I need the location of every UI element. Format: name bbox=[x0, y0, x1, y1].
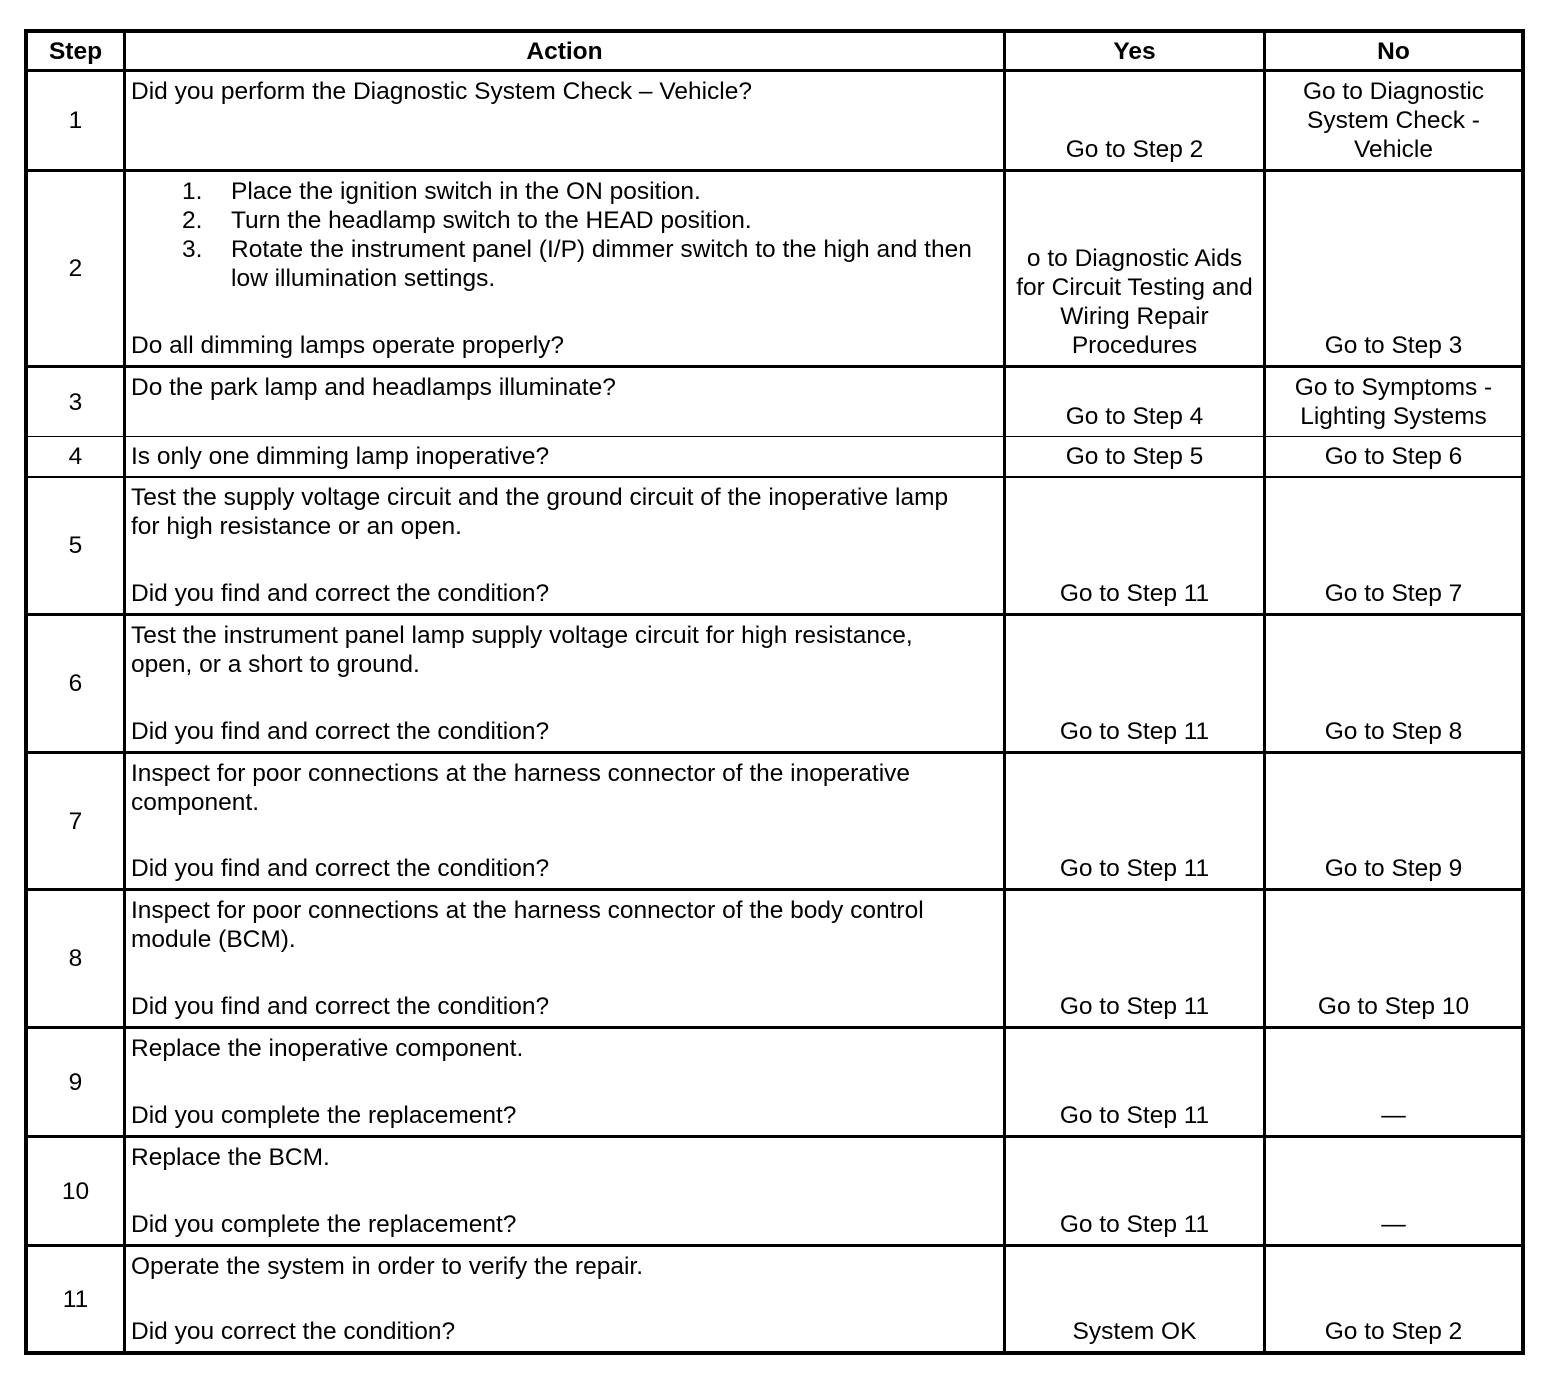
step-cell bbox=[28, 437, 123, 476]
no-cell bbox=[1266, 1247, 1521, 1351]
yes-result-line: Go to Step 2 bbox=[1065, 136, 1204, 163]
yes-result-line: Go to Step 11 bbox=[1059, 580, 1210, 607]
table-row-step-2 bbox=[28, 172, 1521, 365]
list-item-text bbox=[231, 177, 998, 206]
action-text-line: component. bbox=[131, 789, 260, 816]
list-item-number: 3. bbox=[182, 236, 203, 263]
step-cell bbox=[28, 1029, 123, 1135]
yes-cell bbox=[1006, 368, 1263, 436]
list-item-text bbox=[231, 206, 998, 235]
action-question: Do all dimming lamps operate properly? bbox=[131, 332, 565, 359]
action-text-line: Test the instrument panel lamp supply voltage circuit for high resistance, bbox=[131, 622, 913, 649]
step-number: 5 bbox=[68, 532, 83, 559]
yes-cell bbox=[1006, 1029, 1263, 1135]
action-cell bbox=[126, 72, 1003, 169]
step-cell bbox=[28, 478, 123, 613]
procedure-list bbox=[131, 177, 998, 293]
step-cell bbox=[28, 1138, 123, 1244]
no-result-line: Go to Step 7 bbox=[1324, 580, 1463, 607]
no-result-line: System Check - bbox=[1307, 107, 1480, 134]
list-item-text bbox=[231, 235, 998, 293]
step-cell bbox=[28, 72, 123, 169]
table-row-step-6 bbox=[28, 616, 1521, 751]
list-item-text-line: low illumination settings. bbox=[231, 265, 496, 292]
action-cell bbox=[126, 172, 1003, 365]
action-question: Did you correct the condition? bbox=[131, 1318, 456, 1345]
action-text bbox=[131, 1034, 998, 1063]
yes-cell bbox=[1006, 754, 1263, 888]
list-item bbox=[131, 235, 998, 293]
action-text bbox=[131, 759, 998, 817]
step-cell bbox=[28, 891, 123, 1026]
no-result-line: Go to Step 6 bbox=[1324, 443, 1463, 470]
no-cell bbox=[1266, 1138, 1521, 1244]
step-number: 2 bbox=[68, 255, 83, 282]
list-item-text-line: Place the ignition switch in the ON position. bbox=[231, 178, 701, 205]
step-number: 3 bbox=[68, 388, 83, 416]
step-cell bbox=[28, 616, 123, 751]
no-result-line: Go to Step 3 bbox=[1324, 332, 1463, 359]
action-text-line: for high resistance or an open. bbox=[131, 513, 462, 540]
no-cell bbox=[1266, 1029, 1521, 1135]
action-text-line: Did you perform the Diagnostic System Check – Vehicle? bbox=[131, 78, 752, 105]
yes-result-line: Go to Step 11 bbox=[1059, 1102, 1210, 1129]
action-question: Did you complete the replacement? bbox=[131, 1102, 517, 1129]
header-yes bbox=[1006, 33, 1263, 69]
action-cell bbox=[126, 891, 1003, 1026]
action-question: Did you complete the replacement? bbox=[131, 1211, 517, 1238]
step-cell bbox=[28, 368, 123, 436]
yes-result-line: for Circuit Testing and bbox=[1016, 274, 1253, 301]
header-action-label: Action bbox=[526, 37, 603, 65]
yes-cell bbox=[1006, 437, 1263, 476]
action-text bbox=[131, 1143, 998, 1172]
action-question: Did you find and correct the condition? bbox=[131, 718, 550, 745]
header-yes-label: Yes bbox=[1113, 37, 1156, 65]
step-number: 6 bbox=[68, 670, 83, 697]
table-row-step-11 bbox=[28, 1247, 1521, 1351]
yes-cell bbox=[1006, 1247, 1263, 1351]
step-number: 9 bbox=[68, 1068, 83, 1096]
yes-result-line: Go to Step 11 bbox=[1059, 993, 1210, 1020]
action-text bbox=[131, 896, 998, 954]
action-text bbox=[131, 621, 998, 679]
no-result-line: Go to Step 8 bbox=[1324, 718, 1463, 745]
no-cell bbox=[1266, 754, 1521, 888]
action-question: Did you find and correct the condition? bbox=[131, 855, 550, 882]
step-number: 11 bbox=[62, 1285, 89, 1313]
yes-result-line: o to Diagnostic Aids bbox=[1026, 245, 1243, 272]
no-cell bbox=[1266, 437, 1521, 476]
action-text-line: Operate the system in order to verify the repair. bbox=[131, 1253, 644, 1280]
yes-result-line: Wiring Repair bbox=[1060, 303, 1209, 330]
step-number: 7 bbox=[68, 807, 83, 835]
table-row-step-10 bbox=[28, 1138, 1521, 1244]
yes-result-line: Procedures bbox=[1071, 332, 1198, 359]
no-cell bbox=[1266, 891, 1521, 1026]
table-row-step-5 bbox=[28, 478, 1521, 613]
action-cell bbox=[126, 437, 1003, 476]
header-no bbox=[1266, 33, 1521, 69]
action-text-line: Replace the BCM. bbox=[131, 1144, 330, 1171]
table-row-step-9 bbox=[28, 1029, 1521, 1135]
action-text bbox=[131, 1252, 998, 1281]
no-result-line: Go to Symptoms - bbox=[1294, 374, 1493, 401]
table-row-step-3 bbox=[28, 368, 1521, 434]
action-question: Did you find and correct the condition? bbox=[131, 993, 550, 1020]
action-cell bbox=[126, 368, 1003, 436]
yes-result-line: Go to Step 4 bbox=[1065, 403, 1204, 430]
action-text bbox=[131, 77, 998, 106]
action-question: Did you find and correct the condition? bbox=[131, 580, 550, 607]
yes-cell bbox=[1006, 478, 1263, 613]
list-item-number: 1. bbox=[182, 178, 203, 205]
action-cell bbox=[126, 1029, 1003, 1135]
action-text-line: open, or a short to ground. bbox=[131, 651, 420, 678]
step-cell bbox=[28, 1247, 123, 1351]
no-result-line: Go to Step 9 bbox=[1324, 855, 1463, 882]
no-result-line: Vehicle bbox=[1353, 136, 1433, 163]
table-row-step-8 bbox=[28, 891, 1521, 1026]
action-cell bbox=[126, 1138, 1003, 1244]
action-text-line: Do the park lamp and headlamps illuminate? bbox=[131, 374, 616, 401]
no-cell bbox=[1266, 478, 1521, 613]
header-step-label: Step bbox=[48, 37, 103, 65]
table-row-step-4 bbox=[28, 437, 1521, 475]
action-text-line: Replace the inoperative component. bbox=[131, 1035, 524, 1062]
header-action bbox=[126, 33, 1003, 69]
step-number: 8 bbox=[68, 945, 83, 972]
list-item-text-line: Turn the headlamp switch to the HEAD position. bbox=[231, 207, 752, 234]
yes-cell bbox=[1006, 891, 1263, 1026]
no-cell bbox=[1266, 72, 1521, 169]
diagnostic-table bbox=[24, 29, 1525, 1355]
no-result-line: Go to Step 10 bbox=[1317, 993, 1470, 1020]
yes-result-line: Go to Step 11 bbox=[1059, 855, 1210, 882]
no-result-line: Go to Step 2 bbox=[1324, 1318, 1463, 1345]
action-cell bbox=[126, 478, 1003, 613]
step-number: 10 bbox=[61, 1177, 90, 1205]
action-text bbox=[131, 373, 998, 402]
list-item-number: 2. bbox=[182, 207, 203, 234]
header-no-label: No bbox=[1377, 37, 1410, 65]
step-number: 1 bbox=[68, 107, 83, 134]
table-row-step-7 bbox=[28, 754, 1521, 888]
list-item bbox=[131, 177, 998, 206]
step-cell bbox=[28, 172, 123, 365]
list-item-text-line: Rotate the instrument panel (I/P) dimmer switch to the high and then bbox=[231, 236, 972, 263]
action-text-line: Inspect for poor connections at the harness connector of the body control bbox=[131, 897, 924, 924]
no-result-line: — bbox=[1381, 1211, 1406, 1238]
action-text-line: Inspect for poor connections at the harness connector of the inoperative bbox=[131, 760, 911, 787]
yes-cell bbox=[1006, 172, 1263, 365]
action-cell bbox=[126, 1247, 1003, 1351]
yes-cell bbox=[1006, 72, 1263, 169]
yes-cell bbox=[1006, 1138, 1263, 1244]
yes-result-line: Go to Step 11 bbox=[1059, 1211, 1210, 1238]
yes-result-line: System OK bbox=[1072, 1318, 1197, 1345]
no-result-line: — bbox=[1381, 1102, 1406, 1129]
step-number: 4 bbox=[68, 443, 83, 470]
no-result-line: Lighting Systems bbox=[1300, 403, 1487, 430]
yes-result-line: Go to Step 5 bbox=[1065, 443, 1204, 470]
no-result-line: Go to Diagnostic bbox=[1302, 78, 1485, 105]
header-row bbox=[28, 33, 1521, 69]
action-text bbox=[131, 442, 998, 471]
step-cell bbox=[28, 754, 123, 888]
action-text bbox=[131, 483, 998, 541]
action-text-line: Is only one dimming lamp inoperative? bbox=[131, 443, 550, 470]
yes-result-line: Go to Step 11 bbox=[1059, 718, 1210, 745]
list-item bbox=[131, 206, 998, 235]
action-cell bbox=[126, 754, 1003, 888]
header-step bbox=[28, 33, 123, 69]
no-cell bbox=[1266, 172, 1521, 365]
action-text-line: Test the supply voltage circuit and the ground circuit of the inoperative lamp bbox=[131, 484, 949, 511]
action-cell bbox=[126, 616, 1003, 751]
table-row-step-1 bbox=[28, 72, 1521, 169]
yes-cell bbox=[1006, 616, 1263, 751]
action-text-line: module (BCM). bbox=[131, 926, 296, 953]
no-cell bbox=[1266, 368, 1521, 436]
no-cell bbox=[1266, 616, 1521, 751]
